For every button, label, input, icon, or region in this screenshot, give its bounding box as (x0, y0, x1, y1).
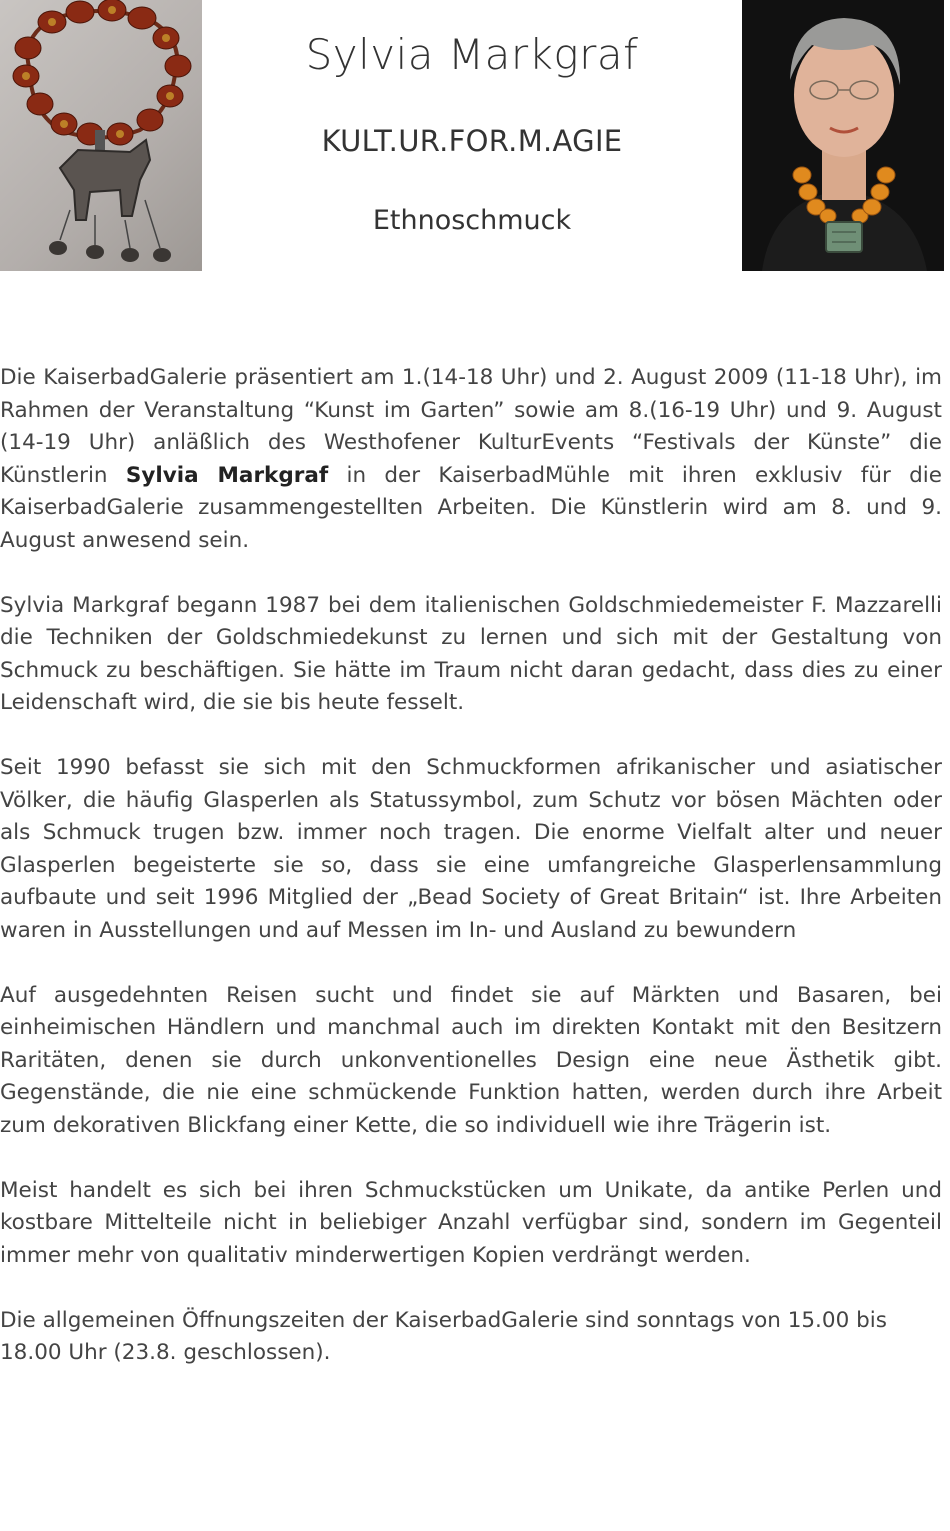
portrait-illustration (742, 0, 944, 271)
article-body (0, 362, 942, 1402)
paragraph-intro: Die KaiserbadGalerie präsentiert am 1.(14-18 Uhr) und 2. August 2009 (11-18 Uhr), im Rahmen der Veranstaltung “Kunst im Garten” sowie am 8.(16-19 Uhr) und 9. August (14-19 Uhr) anläßlich des Westhofener KulturEvents “Festivals der Künste” die Künstlerin Sylvia Markgraf in der KaiserbadMühle mit ihren exklusiv für die KaiserbadGalerie zusammengestellten Arbeiten. Die Künstlerin wird am 8. und 9. August anwesend sein. (0, 365, 942, 553)
paragraph-glass-beads: Seit 1990 befasst sie sich mit den Schmuckformen afrikanischer und asiatischer Völker, die häufig Glasperlen als Statussymbol, zum Schutz vor bösen Mächten oder als Schmuck trugen bzw. immer noch tragen. Die enorme Vielfalt alter und neuer Glasperlen begeisterte sie so, dass sie eine umfangreiche Glasperlensammlung aufbaute und seit 1996 Mitglied der „Bead Society of Great Britain“ ist. Ihre Arbeiten waren in Ausstellungen und auf Messen im In- und Ausland zu bewundern (0, 755, 942, 943)
necklace-photo (0, 0, 202, 271)
category-label: Ethnoschmuck (372, 205, 572, 236)
artist-name-bold: Sylvia Markgraf (125, 462, 329, 488)
portrait-photo (742, 0, 944, 271)
paragraph-unique-pieces: Meist handelt es sich bei ihren Schmuckstücken um Unikate, da antike Perlen und kostbare Mittelteile nicht in beliebiger Anzahl verfügbar sind, sondern im Gegenteil immer mehr von qualitativ minderwertigen Kopien verdrängt werden. (0, 1177, 942, 1268)
artist-name: Sylvia Markgraf (305, 30, 639, 79)
paragraph-opening-hours: Die allgemeinen Öffnungszeiten der KaiserbadGalerie sind sonntags von 15.00 bis 18.00 Uhr (23.8. geschlossen). (0, 1307, 887, 1365)
necklace-illustration (0, 0, 202, 271)
exhibition-title: KULT.UR.FOR.M.AGIE (321, 124, 623, 158)
paragraph-biography: Sylvia Markgraf begann 1987 bei dem italienischen Goldschmiedemeister F. Mazzarelli die Techniken der Goldschmiedekunst zu lernen und sich mit der Gestaltung von Schmuck zu beschäftigen. Sie hätte im Traum nicht daran gedacht, dass dies zu einer Leidenschaft wird, die sie bis heute fesselt. (0, 592, 942, 715)
header (202, 0, 742, 271)
paragraph-travels: Auf ausgedehnten Reisen sucht und findet sie auf Märkten und Basaren, bei einheimischen Händlern und manchmal auch im direkten Kontakt mit den Besitzern Raritäten, denen sie durch unkonventionelles Design eine neue Ästhetik gibt. Gegenstände, die nie eine schmückende Funktion hatten, werden durch ihre Arbeit zum dekorativen Blickfang einer Kette, die so individuell wie ihre Trägerin ist. (0, 982, 942, 1138)
